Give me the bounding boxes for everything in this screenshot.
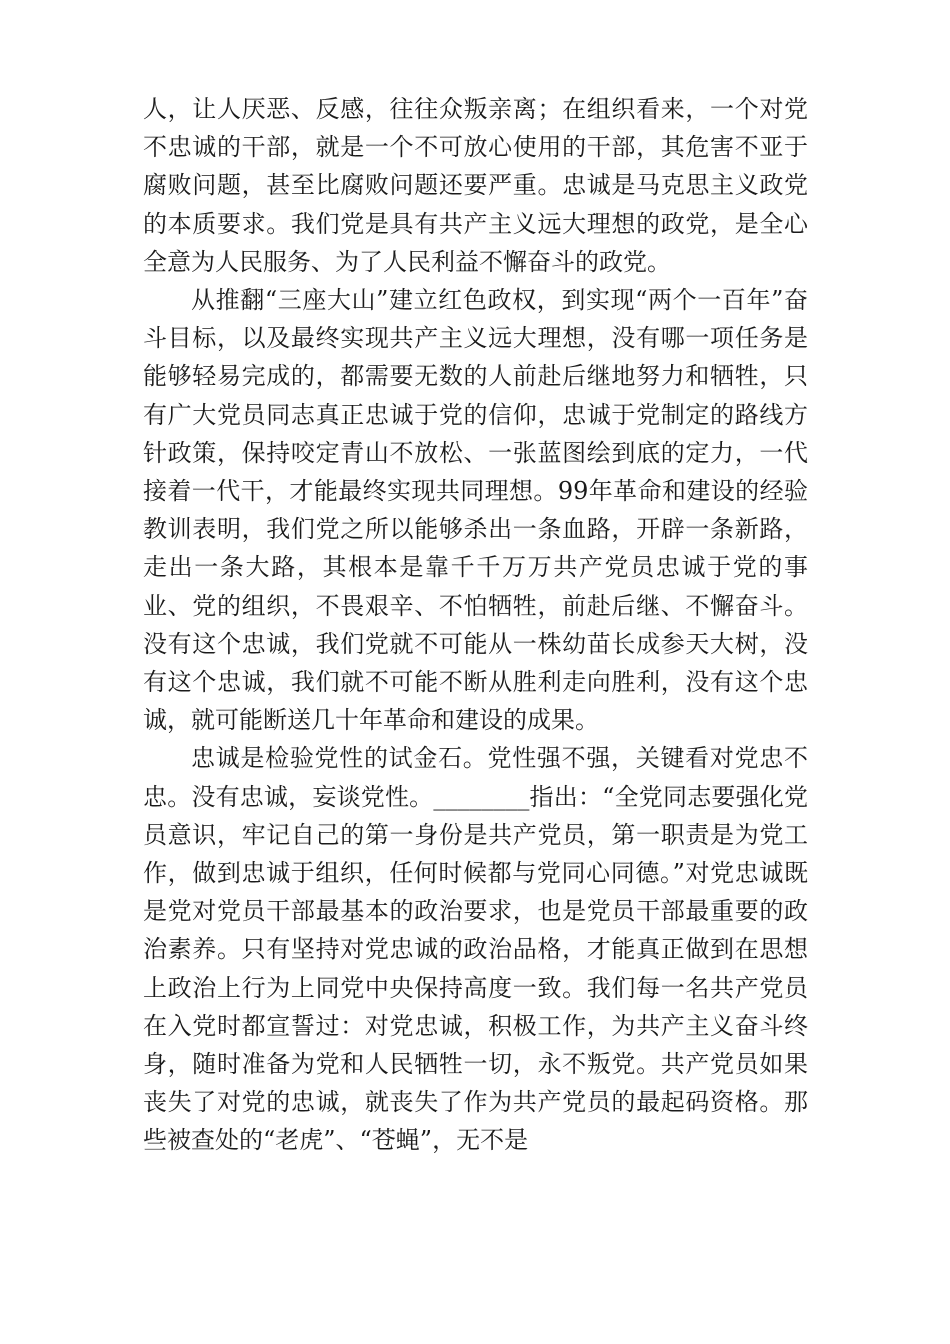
paragraph-3: 忠诚是检验党性的试金石。党性强不强，关键看对党忠不忠。没有忠诚，妄谈党性。________指出：“全党同志要强化党员意识，牢记自己的第一身份是共产党员，第一职责是为党工作，做到忠诚于组织，任何时候都与党同心同德。”对党忠诚既是党对党员干部最基本的政治要求，也是党员干部最重要的政治素养。只有坚持对党忠诚的政治品格，才能真正做到在思想上政治上行为上同党中央保持高度一致。我们每一名共产党员在入党时都宣誓过：对党忠诚，积极工作，为共产主义奋斗终身，随时准备为党和人民牺牲一切，永不叛党。共产党员如果丧失了对党的忠诚，就丧失了作为共产党员的最起码资格。那些被查处的“老虎”、“苍蝇”，无不是 (143, 744, 808, 1155)
paragraph-2: 从推翻“三座大山”建立红色政权，到实现“两个一百年”奋斗目标，以及最终实现共产主义远大理想，没有哪一项任务是能够轻易完成的，都需要无数的人前赴后继地努力和牺牲，只有广大党员同志真正忠诚于党的信仰，忠诚于党制定的路线方针政策，保持咬定青山不放松、一张蓝图绘到底的定力，一代接着一代干，才能最终实现共同理想。99年革命和建设的经验教训表明，我们党之所以能够杀出一条血路，开辟一条新路，走出一条大路，其根本是靠千千万万共产党员忠诚于党的事业、党的组织，不畏艰辛、不怕牺牲，前赴后继、不懈奋斗。没有这个忠诚，我们党就不可能从一株幼苗长成参天大树，没有这个忠诚，我们就不可能不断从胜利走向胜利，没有这个忠诚，就可能断送几十年革命和建设的成果。 (143, 286, 808, 735)
document-body (143, 90, 808, 1160)
paragraph-1: 人，让人厌恶、反感，往往众叛亲离；在组织看来，一个对党不忠诚的干部，就是一个不可放心使用的干部，其危害不亚于腐败问题，甚至比腐败问题还要严重。忠诚是马克思主义政党的本质要求。我们党是具有共产主义远大理想的政党，是全心全意为人民服务、为了人民利益不懈奋斗的政党。 (143, 95, 808, 276)
